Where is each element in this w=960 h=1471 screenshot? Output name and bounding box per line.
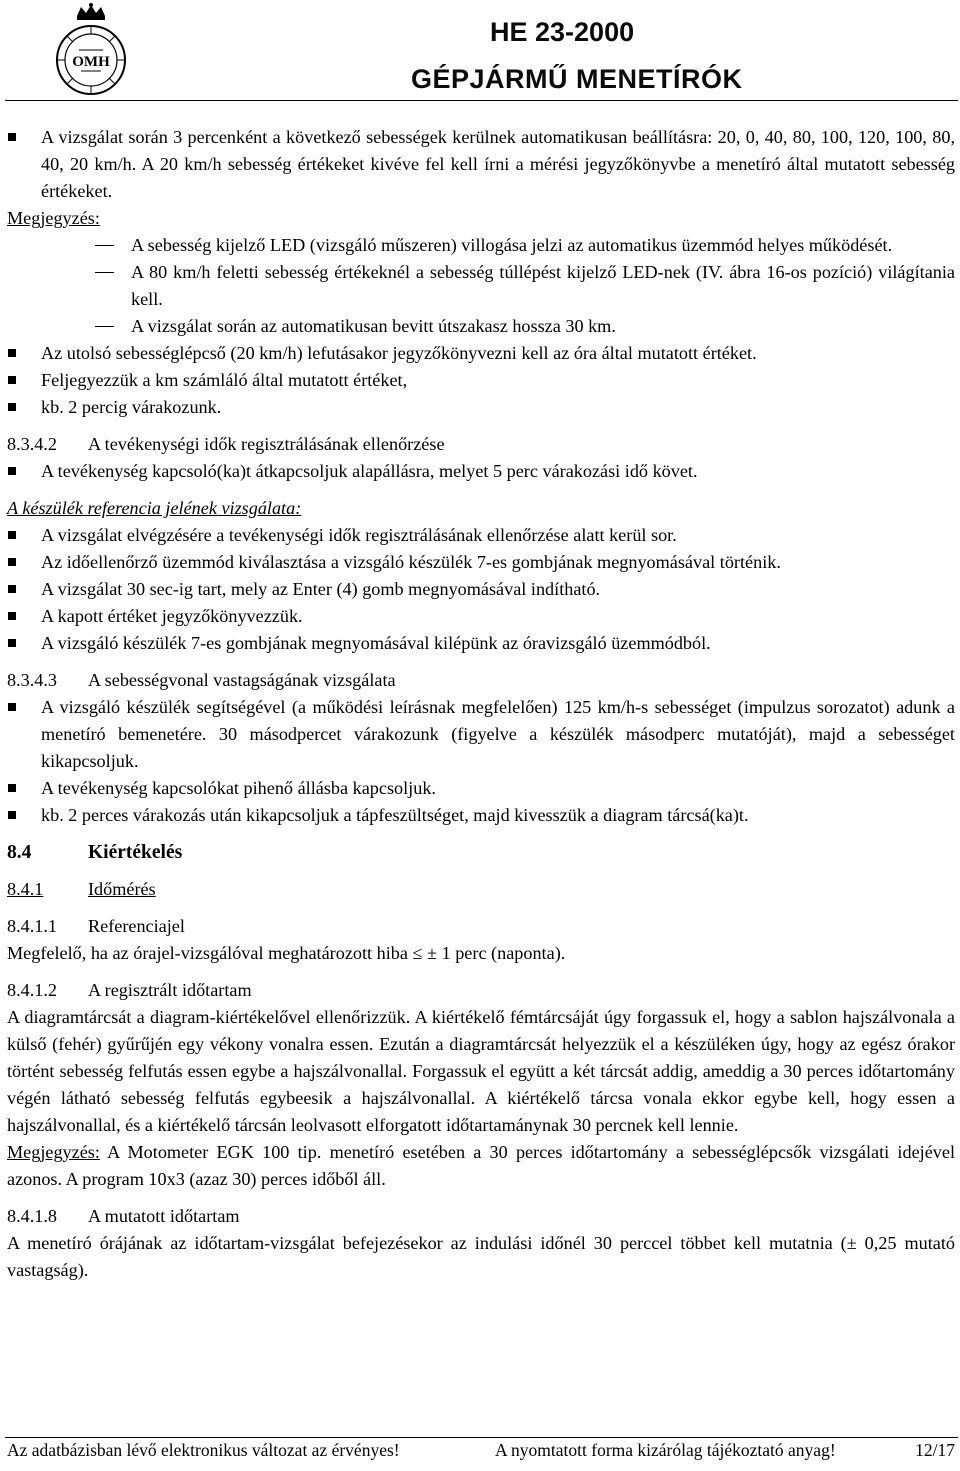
section-heading-8411 (7, 913, 955, 940)
section-number: 8.3.4.3 (7, 670, 58, 690)
section-number: 8.3.4.2 (7, 434, 58, 454)
section-heading-84 (7, 839, 955, 866)
section-title: A tevékenységi idők regisztrálásának ellenőrzése (88, 434, 445, 454)
bullet-item: A vizsgálat elvégzésére a tevékenységi idők regisztrálásának ellenőrzése alatt kerül sor. (7, 522, 955, 549)
note-paragraph (7, 1139, 955, 1193)
bullet-item: A kapott értéket jegyzőkönyvezzük. (7, 603, 955, 630)
section-title: Referenciajel (88, 916, 185, 936)
header-divider (5, 100, 958, 101)
bullet-item: A vizsgáló készülék 7-es gombjának megnyomásával kilépünk az óravizsgáló üzemmódból. (7, 630, 955, 657)
page-number: 12/17 (915, 1440, 955, 1460)
paragraph-8411 (7, 940, 955, 967)
section-number: 8.4 (7, 842, 32, 863)
section-heading-8342 (7, 431, 955, 458)
paragraph-text: Megfelelő, ha az órajel-vizsgálóval meghatározott hiba (7, 943, 408, 963)
document-body (7, 124, 955, 1284)
bullet-item: A vizsgálat során 3 percenként a következő sebességek kerülnek automatikusan beállításra: 20, 0, 40, 80, 100, 120, 100, 80, 40, 20 km/h. A 20 km/h sebesség értékeket kivéve fel kell írni a mérési jegyzőkönyvbe a menetíró által mutatott sebesség értékeket. (7, 124, 955, 205)
dash-item: A 80 km/h feletti sebesség értékeknél a sebesség túllépést kijelző LED-nek (IV. ábra 16-os pozíció) világítania kell. (7, 259, 955, 313)
section-heading-8412 (7, 977, 955, 1004)
section-number: 8.4.1 (7, 879, 44, 899)
dash-item: A sebesség kijelző LED (vizsgáló műszeren) villogása jelzi az automatikus üzemmód helyes működését. (7, 232, 955, 259)
footer-print-note: A nyomtatott forma kizárólag tájékoztató anyag! (495, 1440, 836, 1460)
bullet-item: A tevékenység kapcsolókat pihenő állásba kapcsoljuk. (7, 775, 955, 802)
bullet-item: kb. 2 perces várakozás után kikapcsoljuk a tápfeszültséget, majd kivesszük a diagram tárcsá(ka)t. (7, 802, 955, 829)
omh-logo-icon (55, 2, 127, 98)
page-header (0, 0, 960, 102)
bullet-item: kb. 2 percig várakozunk. (7, 394, 955, 421)
section-number: 8.4.1.1 (7, 916, 58, 936)
bullet-item: A vizsgálat 30 sec-ig tart, mely az Enter (4) gomb megnyomásával indítható. (7, 576, 955, 603)
section-heading-8343 (7, 667, 955, 694)
note-label-text: Megjegyzés: (7, 1142, 100, 1162)
bullet-item: A vizsgáló készülék segítségével (a működési leírásnak megfelelően) 125 km/h-s sebességet (impulzus sorozatot) adunk a menetíró bemenetére. 30 másodpercet várakozunk (figyelve a készülék másodperc mutatóját), majd a sebességet kikapcsoljuk. (7, 694, 955, 775)
section-title: Időmérés (88, 879, 156, 899)
footer-validity-note: Az adatbázisban lévő elektronikus változat az érvényes! (7, 1440, 400, 1460)
bullet-item: Az utolsó sebességlépcső (20 km/h) lefutásakor jegyzőkönyvezni kell az óra által mutatott értéket. (7, 340, 955, 367)
reference-heading (7, 495, 955, 522)
footer-divider (5, 1437, 958, 1438)
note-label-text: Megjegyzés: (7, 208, 100, 228)
section-title: A mutatott időtartam (88, 1206, 240, 1226)
dash-item: A vizsgálat során az automatikusan bevitt útszakasz hossza 30 km. (7, 313, 955, 340)
paragraph-8412: A diagramtárcsát a diagram-kiértékelővel ellenőrizzük. A kiértékelő fémtárcsáját úgy forgassuk el, hogy a sablon hajszálvonala a külső (fehér) gyűrűjén egy vékony vonalra essen. Ezután a diagramtárcsát helyezzük el a készüléken úgy, hogy az egész órakor történt sebesség felfutás essen egybe a hajszálvonallal. Forgassuk el együtt a két tárcsát addig, ameddig a 30 perces időtartomány végén látható sebesség felfutás egybeesik a hajszálvonallal. A kiértékelő tárcsa vonala ekkor egybe kell, hogy essen a hajszálvonallal, és a kiértékelő tárcsán leolvasott elforgatott időtartamánynak 30 percnek kell lennie. (7, 1007, 955, 1135)
section-title: A regisztrált időtartam (88, 980, 252, 1000)
section-heading-841 (7, 876, 955, 903)
paragraph-8418: A menetíró órájának az időtartam-vizsgálat befejezésekor az indulási időnél 30 perccel többet kell mutatnia (± 0,25 mutató vastagság). (7, 1233, 955, 1280)
bullet-item: Az időellenőrző üzemmód kiválasztása a vizsgáló készülék 7-es gombjának megnyomásával történik. (7, 549, 955, 576)
section-title: A sebességvonal vastagságának vizsgálata (88, 670, 396, 690)
section-number: 8.4.1.8 (7, 1206, 58, 1226)
note-label (7, 205, 955, 232)
note-text: A Motometer EGK 100 tip. menetíró esetében a 30 perces időtartomány a sebességlépcsők vizsgálati idejével azonos. A program 10x3 (azaz 30) perces időből áll. (7, 1142, 955, 1189)
paragraph-text: ± 1 perc (naponta). (427, 943, 566, 963)
section-number: 8.4.1.2 (7, 980, 58, 1000)
section-title: Kiértékelés (88, 842, 183, 863)
document-title: GÉPJÁRMŰ MENETÍRÓK (411, 64, 743, 94)
document-code: HE 23-2000 (490, 17, 635, 47)
less-equal-symbol: ≤ (412, 943, 423, 963)
reference-heading-text: A készülék referencia jelének vizsgálata: (7, 498, 302, 518)
bullet-item: A tevékenység kapcsoló(ka)t átkapcsoljuk alapállásra, melyet 5 perc várakozási idő követ. (7, 458, 955, 485)
bullet-item: Feljegyezzük a km számláló által mutatott értéket, (7, 367, 955, 394)
section-heading-8418 (7, 1203, 955, 1230)
logo-letters: OMH (72, 54, 110, 70)
